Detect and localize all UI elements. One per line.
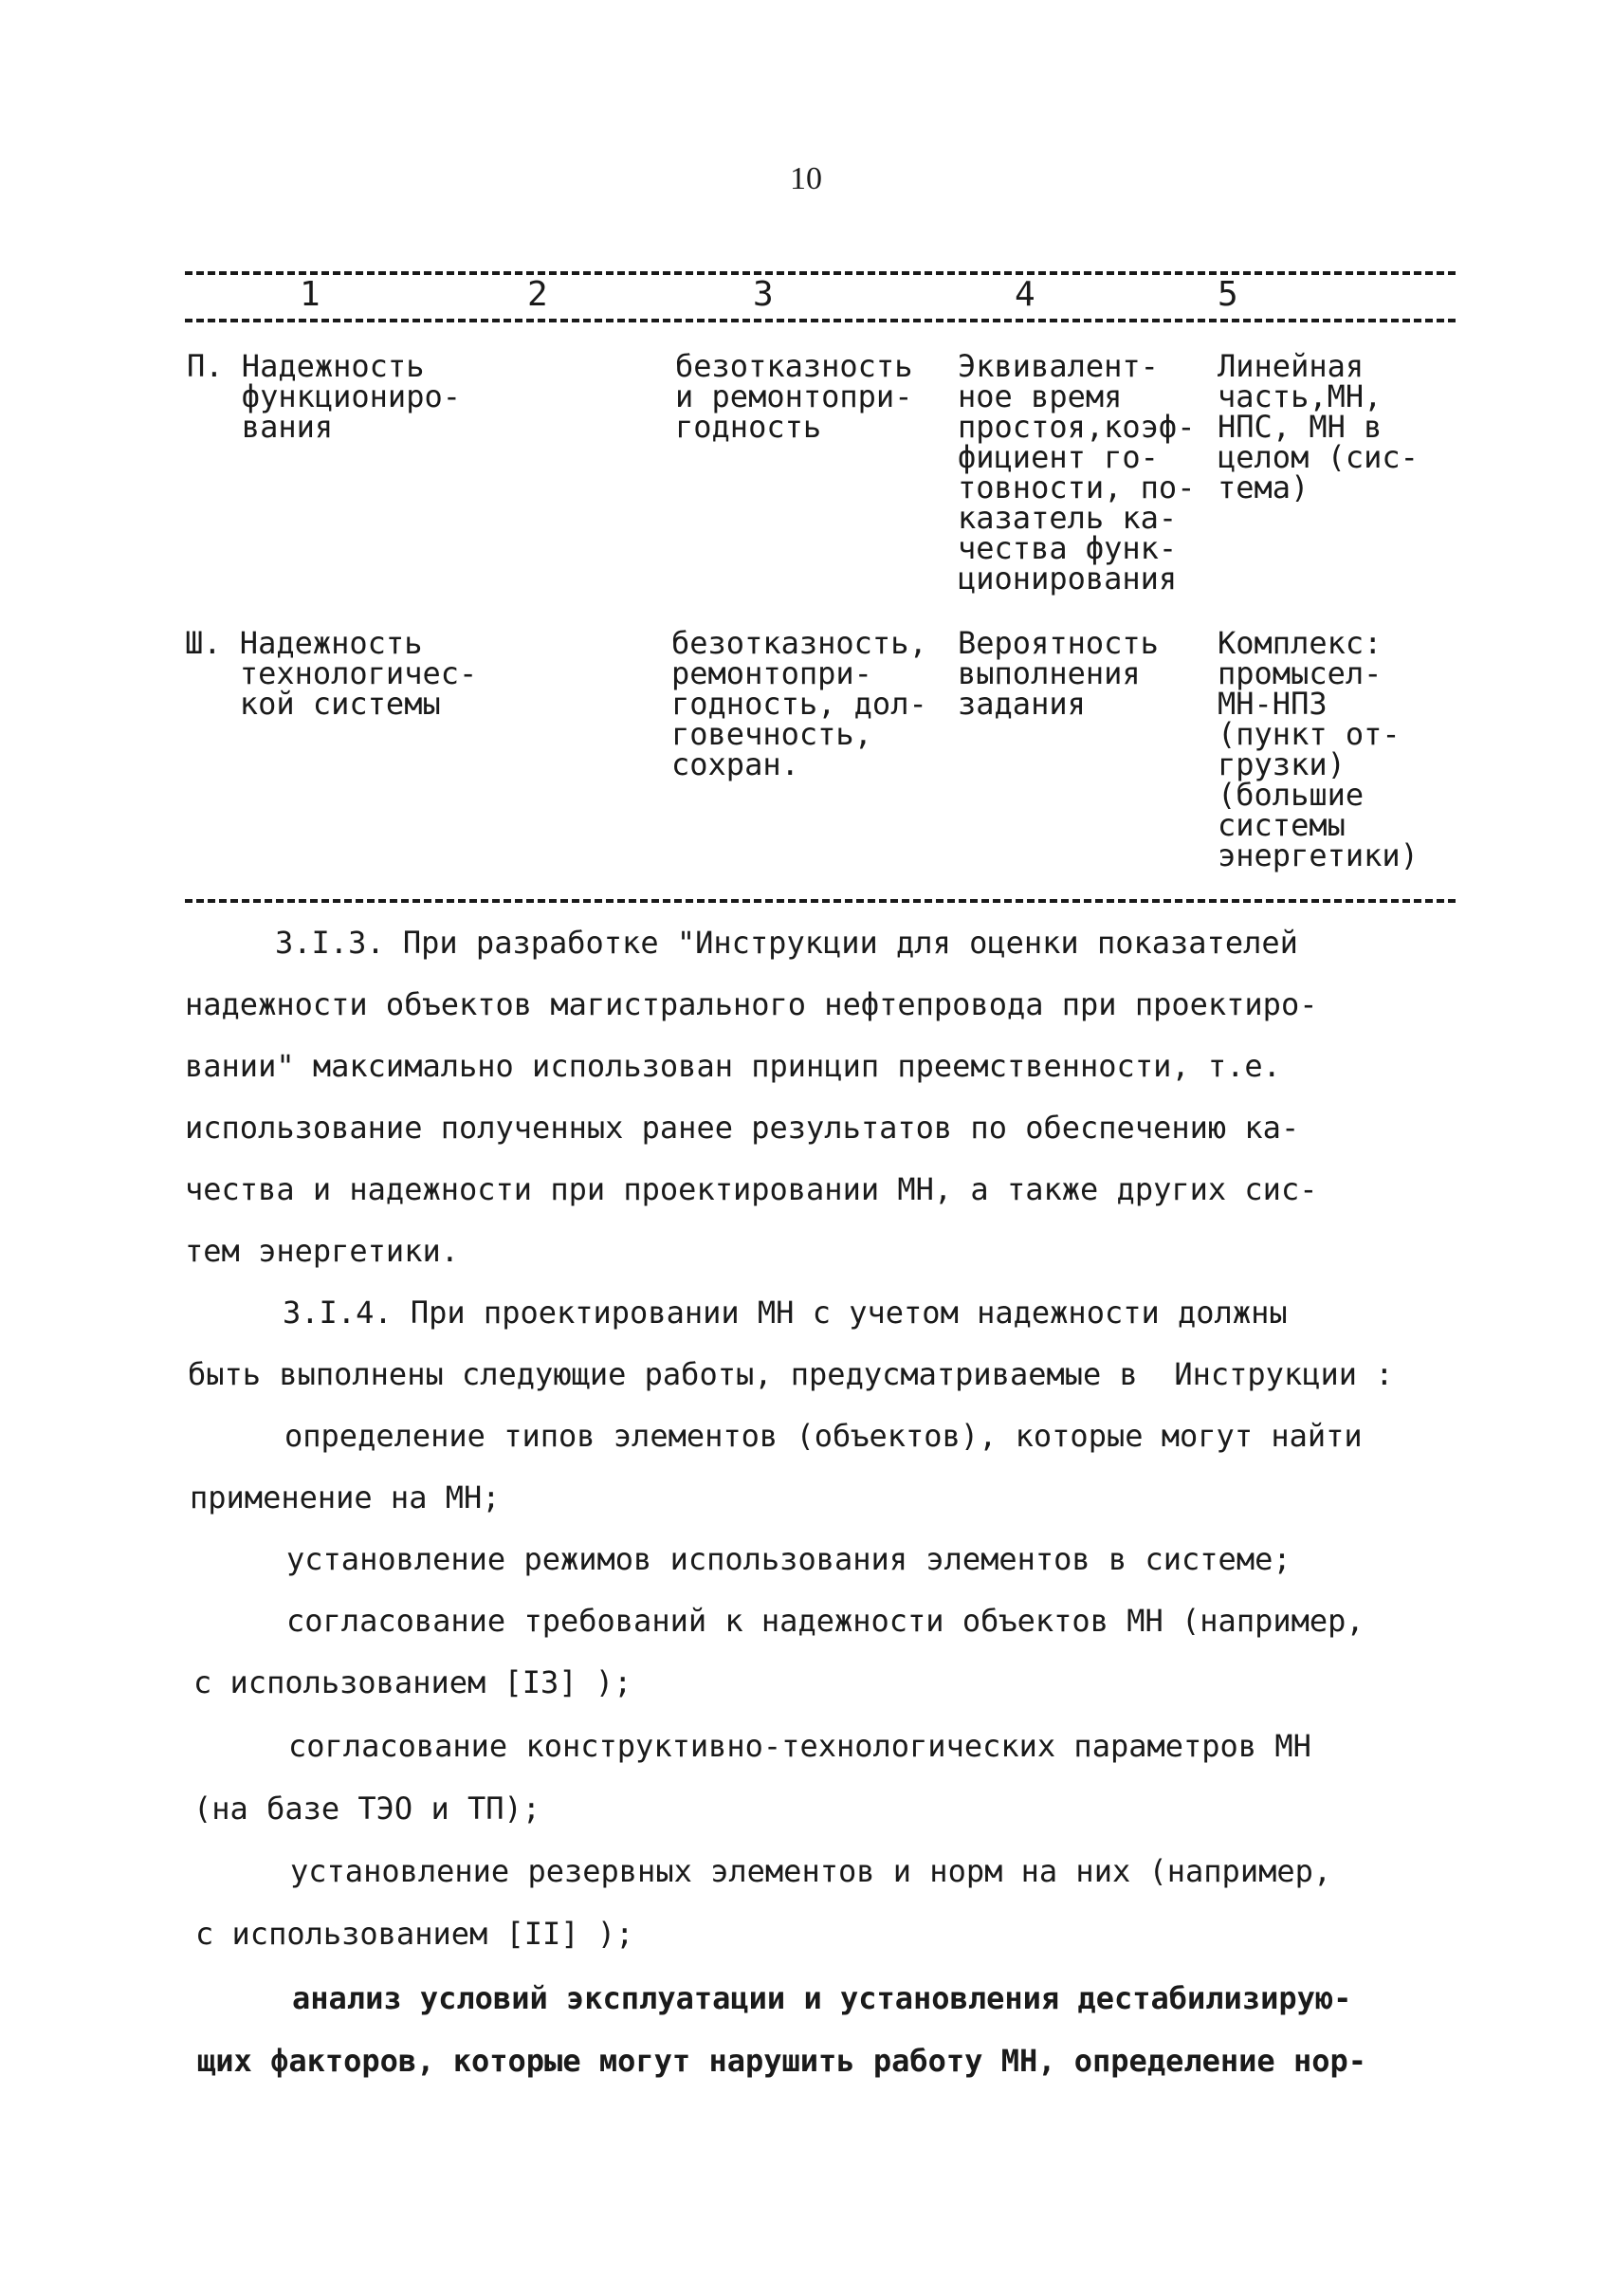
paragraph-line: чества и надежности при проектировании МН, а также других сис- xyxy=(185,1171,1318,1207)
column-number-2: 2 xyxy=(527,275,548,314)
table-header-rule xyxy=(185,319,1456,322)
table-row-2-col-3: безотказность и ремонтопри- годность xyxy=(675,348,913,445)
page-number: 10 xyxy=(790,161,822,196)
table-row-2-col-4: Эквивалент- ное время простоя,коэф- фициент го- товности, по- казатель ка- чества функ- ционирования xyxy=(958,348,1196,597)
paragraph-line: определение типов элементов (объектов), которые могут найти xyxy=(284,1418,1363,1454)
paragraph-line: использование полученных ранее результатов по обеспечению ка- xyxy=(185,1110,1300,1146)
paragraph-line: анализ условий эксплуатации и установления дестабилизирую- xyxy=(292,1980,1352,2016)
table-bottom-rule xyxy=(185,899,1456,903)
table-row-3-col-3: безотказность, ремонтопри- годность, дол- говечность, сохран. xyxy=(671,625,927,782)
table-row-2-col-5: Линейная часть,МН, НПС, МН в целом (сис- тема) xyxy=(1218,348,1419,505)
table-row-3-col-5: Комплекс: промысел- МН-НПЗ (пункт от- грузки) (большие системы энергетики) xyxy=(1218,625,1419,873)
column-number-4: 4 xyxy=(1015,275,1035,314)
table-top-rule xyxy=(185,271,1456,275)
paragraph-line: быть выполнены следующие работы, предусматриваемые в Инструкции : xyxy=(188,1356,1394,1392)
paragraph-line: вании" максимально использован принцип преемственности, т.е. xyxy=(185,1048,1281,1084)
paragraph-line: согласование требований к надежности объектов МН (например, xyxy=(286,1603,1365,1639)
paragraph-line: установление резервных элементов и норм на них (например, xyxy=(290,1853,1332,1889)
table-row-3-col-4: Вероятность выполнения задания xyxy=(958,625,1159,722)
paragraph-line: щих факторов, которые могут нарушить работу МН, определение нор- xyxy=(197,2043,1366,2079)
column-number-1: 1 xyxy=(300,275,321,314)
paragraph-line: с использованием [II] ); xyxy=(195,1916,634,1952)
paragraph-line: согласование конструктивно-технологических параметров МН xyxy=(288,1728,1311,1764)
column-number-3: 3 xyxy=(753,275,774,314)
paragraph-line: установление режимов использования элементов в системе; xyxy=(286,1541,1291,1577)
table-row-2-col-1: П. Надежность функциониро- вания xyxy=(187,348,461,445)
table-row-3-col-1: Ш. Надежность технологичес- кой системы xyxy=(185,625,478,722)
column-number-5: 5 xyxy=(1218,275,1238,314)
paragraph-line: 3.I.4. При проектировании МН с учетом надежности должны xyxy=(283,1295,1288,1331)
paragraph-line: (на базе ТЭО и ТП); xyxy=(193,1791,541,1827)
paragraph-line: применение на МН; xyxy=(190,1479,501,1515)
paragraph-line: 3.I.3. При разработке "Инструкции для оценки показателей xyxy=(275,925,1298,961)
paragraph-line: с использованием [I3] ); xyxy=(193,1664,632,1700)
paragraph-line: тем энергетики. xyxy=(185,1233,459,1269)
paragraph-line: надежности объектов магистрального нефтепровода при проектиро- xyxy=(185,986,1318,1022)
